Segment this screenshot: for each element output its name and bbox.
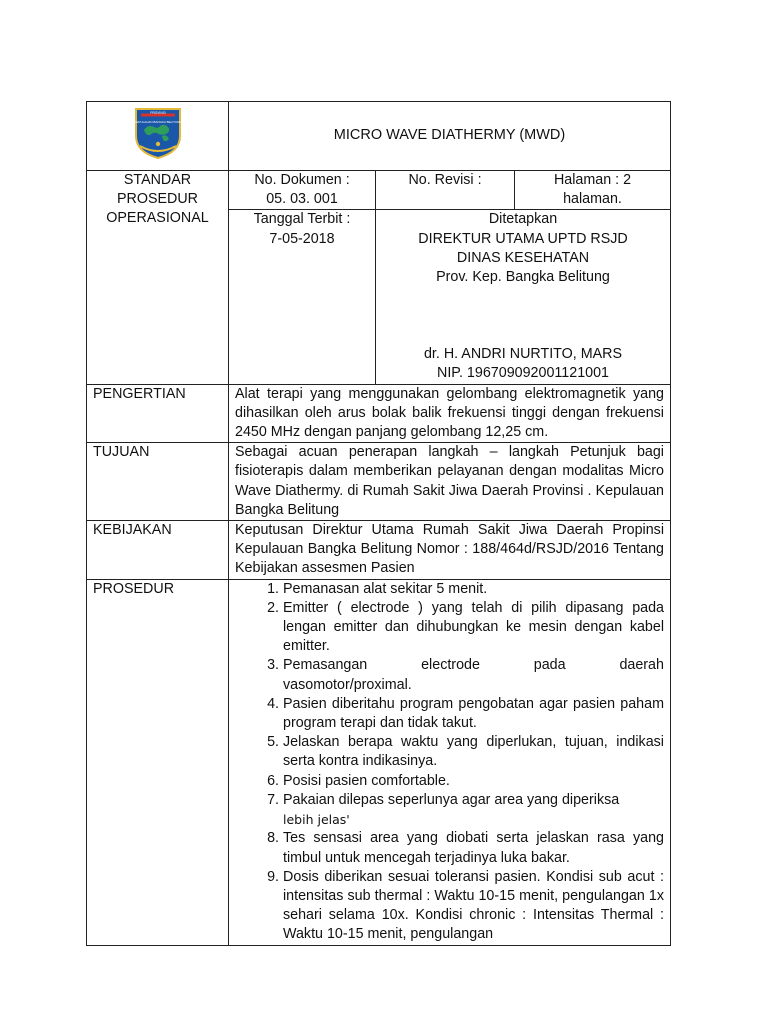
approval-line-2: DIREKTUR UTAMA UPTD RSJD <box>418 230 628 247</box>
sop-meta-row <box>87 171 671 210</box>
procedure-step-3-word: pada <box>533 657 566 674</box>
issue-date-cell <box>229 210 376 384</box>
procedure-step: 9. Dosis diberikan sesuai toleransi pasien. Kondisi sub acut : intensitas sub thermal : Waktu 10-15 menit, pengulangan 1x sehari selama 10x. Kondisi chronic : Intensitas Thermal : Waktu 10-15 menit, pengulangan <box>283 868 664 945</box>
procedure-step-3-word: electrode <box>421 657 480 674</box>
signature-space <box>382 287 664 345</box>
document-number-cell <box>229 171 376 210</box>
svg-text:PROVINSI: PROVINSI <box>149 110 166 115</box>
sop-label-line-2: PROSEDUR <box>116 191 199 208</box>
revision-cell <box>376 171 515 210</box>
tujuan-label: TUJUAN <box>87 443 229 521</box>
kebijakan-row <box>87 521 671 580</box>
procedure-step <box>283 791 664 829</box>
svg-text:KEPULAUAN BANGKA BELITUNG: KEPULAUAN BANGKA BELITUNG <box>133 119 182 124</box>
approval-cell <box>376 210 671 384</box>
procedure-step: 2. Emitter ( electrode ) yang telah di pilih dipasang pada lengan emitter dan dihubungkan ke mesin dengan kabel emitter. <box>283 599 664 657</box>
procedure-step-7-cont: lebih jelas' <box>283 812 350 828</box>
procedure-step: 4. Pasien diberitahu program pengobatan agar pasien paham program terapi dan tidak takut. <box>283 695 664 733</box>
signer-name: dr. H. ANDRI NURTITO, MARS <box>423 346 623 363</box>
approval-line-3: DINAS KESEHATAN <box>456 249 590 266</box>
prosedur-row <box>87 579 671 945</box>
procedure-step: 5. Jelaskan berapa waktu yang diperlukan, tujuan, indikasi serta kontra indikasinya. <box>283 733 664 771</box>
tujuan-row <box>87 443 671 521</box>
page-count-unit: halaman. <box>563 191 622 208</box>
page-count-cell <box>515 171 671 210</box>
procedure-step: 1. Pemanasan alat sekitar 5 menit. <box>283 580 664 599</box>
approval-line-1: Ditetapkan <box>488 211 558 228</box>
procedure-step-3-line <box>283 656 664 675</box>
sop-table <box>86 101 671 946</box>
signer-nip: NIP. 196709092001121001 <box>437 365 609 382</box>
document-number-value: 05. 03. 001 <box>266 191 338 208</box>
prosedur-steps-cell <box>229 579 671 945</box>
procedure-step-3-cont: vasomotor/proximal. <box>283 676 412 693</box>
procedure-step <box>283 656 664 694</box>
sop-label-line-1: STANDAR <box>123 172 192 188</box>
prosedur-label: PROSEDUR <box>87 579 229 945</box>
procedure-steps-list <box>235 580 664 945</box>
pengertian-label: PENGERTIAN <box>87 384 229 443</box>
procedure-step-3-word: 3. Pemasangan <box>283 657 368 674</box>
kebijakan-text: Keputusan Direktur Utama Rumah Sakit Jiwa Daerah Propinsi Kepulauan Bangka Belitung Nomor : 188/464d/RSJD/2016 Tentang Kebijakan assesmen Pasien <box>229 521 671 580</box>
province-emblem-icon <box>132 106 184 160</box>
issue-date-value: 7-05-2018 <box>269 230 335 247</box>
logo-cell <box>87 102 229 171</box>
procedure-step: 6. Posisi pasien comfortable. <box>283 772 664 791</box>
kebijakan-label: KEBIJAKAN <box>87 521 229 580</box>
revision-label: No. Revisi : <box>408 172 482 188</box>
tujuan-text: Sebagai acuan penerapan langkah – langkah Petunjuk bagi fisioterapis dalam memberikan pelayanan dengan modalitas Micro Wave Diathermy. di Rumah Sakit Jiwa Daerah Provinsi . Kepulauan Bangka Belitung <box>229 443 671 521</box>
procedure-step: 8. Tes sensasi area yang diobati serta jelaskan rasa yang timbul untuk mencegah terjadinya luka bakar. <box>283 829 664 867</box>
document-title: MICRO WAVE DIATHERMY (MWD) <box>229 102 671 171</box>
pengertian-text: Alat terapi yang menggunakan gelombang elektromagnetik yang dihasilkan oleh arus bolak balik frekuensi tinggi dengan frekuensi 2450 MHz dengan panjang gelombang 12,25 cm. <box>229 384 671 443</box>
sop-label-line-3: OPERASIONAL <box>106 210 209 227</box>
pengertian-row <box>87 384 671 443</box>
document-number-label: No. Dokumen : <box>254 172 350 188</box>
procedure-step-7-text: 7. Pakaian dilepas seperlunya agar area yang diperiksa <box>283 791 620 808</box>
procedure-step-3-word: daerah <box>619 657 664 674</box>
issue-date-label: Tanggal Terbit : <box>253 211 351 228</box>
approval-line-4: Prov. Kep. Bangka Belitung <box>436 269 610 286</box>
page-count-label: Halaman : 2 <box>553 172 632 188</box>
header-row <box>87 102 671 171</box>
sop-label-cell <box>87 171 229 385</box>
